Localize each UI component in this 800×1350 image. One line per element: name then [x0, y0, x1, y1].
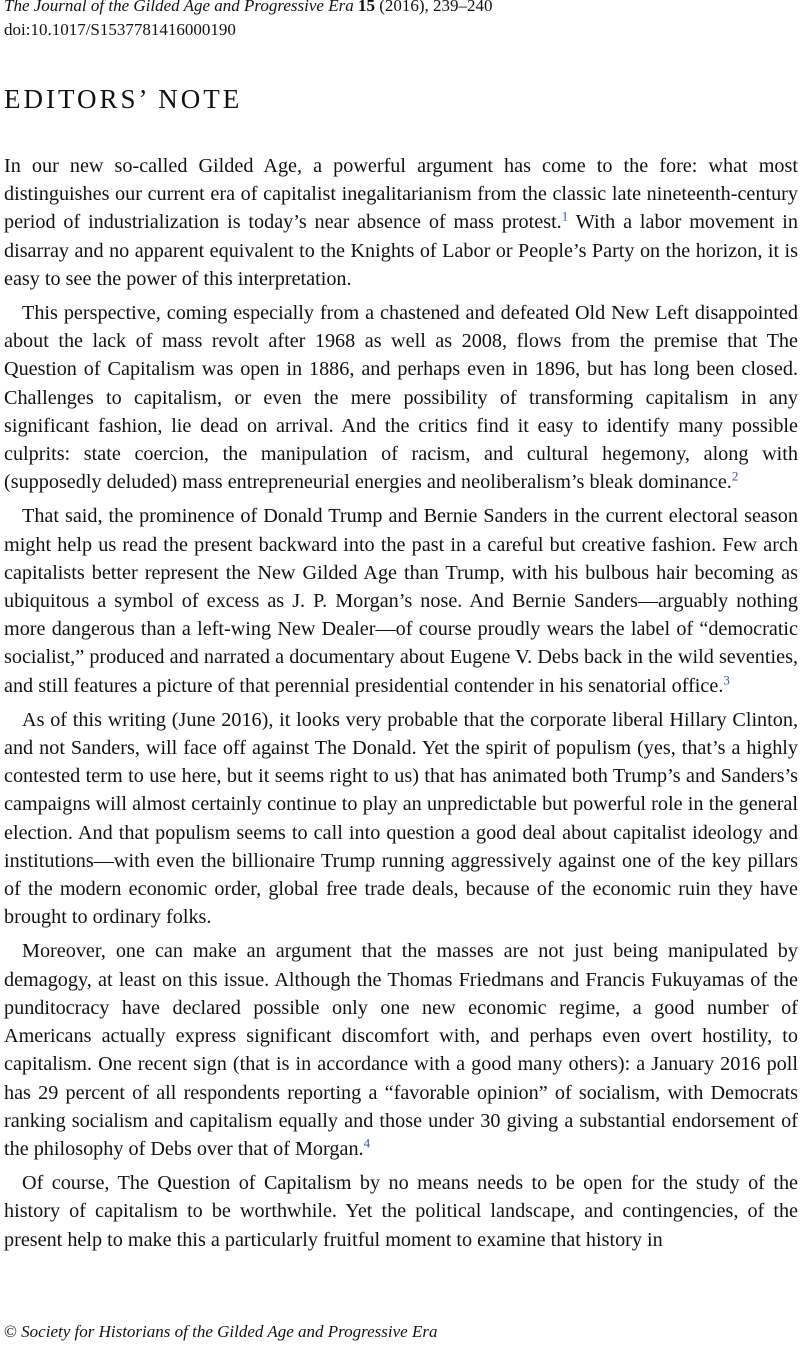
copyright-text: Society for Historians of the Gilded Age and Progressive Era — [21, 1322, 438, 1341]
paragraph-5: Moreover, one can make an argument that the masses are not just being manipulated by demagogy, at least on this issue. Although the Thomas Friedmans and Francis Fukuyamas of the punditocracy have declared possible only one new economic regime, a good number of Americans actually express significant discomfort with, and perhaps even overt hostility, to capitalism. One recent sign (that is in accordance with a good many others): a January 2016 poll has 29 percent of all respondents reporting a “favorable opinion” of socialism, with Democrats ranking socialism and capitalism equally and those under 30 giving a substantial endorsement of the philosophy of Debs over that of Morgan.$^4$ — [4, 940, 798, 1160]
doi: doi:10.1017/S1537781416000190 — [4, 20, 236, 39]
footnote-ref-2[interactable]: 2 — [731, 468, 739, 484]
paragraph-1: In our new so-called Gilded Age, a powerful argument has come to the fore: what most distinguishes our current era of capitalist inegalitarianism from the classic late nineteenth-century period of industrialization is today’s near absence of mass protest.$^1$ With a labor movement in disarray and no apparent equivalent to the Knights of Labor or People’s Party on the horizon, it is easy to see the power of this interpretation. — [4, 155, 798, 290]
paragraph-6: Of course, The Question of Capitalism by no means needs to be open for the study of the history of capitalism to be worthwhile. Yet the political landscape, and contingencies, of the present help to make this a particularly fruitful moment to examine that history in — [4, 1172, 798, 1251]
footnote-ref-3[interactable]: 3 — [723, 671, 730, 687]
article-title: EDITORS’ NOTE — [4, 84, 243, 114]
journal-name: The Journal of the Gilded Age and Progressive Era — [4, 0, 354, 15]
volume-number: 15 — [357, 0, 375, 15]
running-header — [4, 0, 493, 42]
footnote-ref-1[interactable]: 1 — [561, 208, 569, 224]
copyright-symbol: © — [4, 1322, 17, 1341]
footnote-ref-4[interactable]: 4 — [363, 1135, 371, 1151]
citation-line — [4, 0, 493, 18]
article-body — [4, 152, 798, 1254]
paragraph-2: This perspective, coming especially from a chastened and defeated Old New Left disappointed about the lack of mass revolt after 1968 as well as 2008, flows from the premise that The Question of Capitalism was open in 1886, and perhaps even in 1896, but has long been closed. Challenges to capitalism, or even the mere possibility of transforming capitalism in any significant fashion, lie dead on arrival. And the critics find it easy to identify many possible culprits: state coercion, the manipulation of racism, and cultural hegemony, along with (supposedly deluded) mass entrepreneurial energies and neoliberalism’s bleak dominance.$^2$ — [4, 302, 798, 494]
paragraph-4: As of this writing (June 2016), it looks very probable that the corporate liberal Hillary Clinton, and not Sanders, will face off against The Donald. Yet the spirit of populism (yes, that’s a highly contested term to use here, but it seems right to us) that has animated both Trump’s and Sanders’s campaigns will almost certainly continue to play an unpredictable but powerful role in the general election. And that populism seems to call into question a good deal about capitalist ideology and institutions—with even the billionaire Trump running aggressively against one of the key pillars of the modern economic order, global free trade deals, because of the economic ruin they have brought to ordinary folks. — [4, 708, 798, 929]
copyright-footer — [4, 1322, 437, 1342]
year-pages: (2016), 239–240 — [379, 0, 493, 15]
paragraph-3: That said, the prominence of Donald Trump and Bernie Sanders in the current electoral season might help us read the present backward into the past in a careful but creative fashion. Few arch capitalists better represent the New Gilded Age than Trump, with his bulbous hair becoming as ubiquitous a symbol of excess as J. P. Morgan’s nose. And Bernie Sanders—arguably nothing more dangerous than a left-wing New Dealer—of course proudly wears the label of “democratic socialist,” produced and narrated a documentary about Eugene V. Debs back in the wild seventies, and still features a picture of that perennial presidential contender in his senatorial office.$^3$ — [4, 505, 798, 697]
